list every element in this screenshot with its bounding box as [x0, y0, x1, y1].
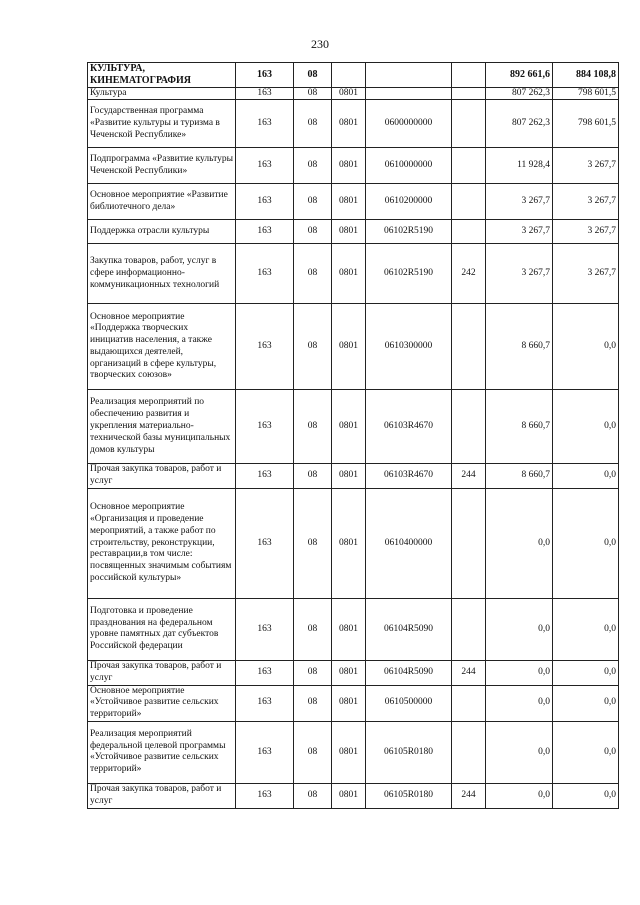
section-code-cell: 08 [294, 220, 332, 244]
ministry-code-cell: 163 [236, 390, 294, 464]
section-code-cell: 08 [294, 184, 332, 220]
amount-year1-cell: 3 267,7 [486, 244, 553, 304]
item-name-cell: КУЛЬТУРА, КИНЕМАТОГРАФИЯ [88, 63, 236, 88]
item-name-cell: Поддержка отрасли культуры [88, 220, 236, 244]
amount-year2-cell: 0,0 [553, 783, 619, 808]
budget-table-body [88, 63, 619, 809]
section-code-cell: 08 [294, 87, 332, 100]
amount-year1-cell: 0,0 [486, 598, 553, 660]
ministry-code-cell: 163 [236, 87, 294, 100]
section-code-cell: 08 [294, 783, 332, 808]
table-row [88, 220, 619, 244]
table-row [88, 100, 619, 148]
subsection-code-cell: 0801 [332, 148, 366, 184]
amount-year1-cell: 807 262,3 [486, 100, 553, 148]
amount-year1-cell: 8 660,7 [486, 464, 553, 489]
expense-type-cell [452, 685, 486, 721]
amount-year1-cell: 0,0 [486, 783, 553, 808]
table-row [88, 304, 619, 390]
amount-year2-cell: 3 267,7 [553, 244, 619, 304]
amount-year2-cell: 0,0 [553, 390, 619, 464]
subsection-code-cell: 0801 [332, 488, 366, 598]
expense-type-cell [452, 87, 486, 100]
expense-type-cell [452, 63, 486, 88]
amount-year2-cell: 0,0 [553, 488, 619, 598]
ministry-code-cell: 163 [236, 220, 294, 244]
ministry-code-cell: 163 [236, 464, 294, 489]
expense-type-cell [452, 220, 486, 244]
subsection-code-cell: 0801 [332, 598, 366, 660]
subsection-code-cell: 0801 [332, 244, 366, 304]
expense-type-cell: 244 [452, 783, 486, 808]
target-article-cell: 06103R4670 [366, 390, 452, 464]
section-code-cell: 08 [294, 464, 332, 489]
subsection-code-cell: 0801 [332, 660, 366, 685]
target-article-cell: 06105R0180 [366, 783, 452, 808]
amount-year2-cell: 0,0 [553, 598, 619, 660]
subsection-code-cell: 0801 [332, 685, 366, 721]
ministry-code-cell: 163 [236, 63, 294, 88]
ministry-code-cell: 163 [236, 660, 294, 685]
table-row [88, 598, 619, 660]
table-row [88, 488, 619, 598]
amount-year1-cell: 3 267,7 [486, 184, 553, 220]
expense-type-cell: 242 [452, 244, 486, 304]
subsection-code-cell: 0801 [332, 184, 366, 220]
subsection-code-cell: 0801 [332, 100, 366, 148]
ministry-code-cell: 163 [236, 685, 294, 721]
table-row [88, 660, 619, 685]
table-row [88, 87, 619, 100]
table-row [88, 63, 619, 88]
ministry-code-cell: 163 [236, 783, 294, 808]
table-row [88, 148, 619, 184]
amount-year2-cell: 798 601,5 [553, 87, 619, 100]
item-name-cell: Основное мероприятие «Устойчивое развитие сельских территорий» [88, 685, 236, 721]
subsection-code-cell: 0801 [332, 464, 366, 489]
section-code-cell: 08 [294, 685, 332, 721]
section-code-cell: 08 [294, 390, 332, 464]
subsection-code-cell: 0801 [332, 390, 366, 464]
expense-type-cell [452, 488, 486, 598]
table-row [88, 464, 619, 489]
item-name-cell: Подготовка и проведение празднования на федеральном уровне памятных дат субъектов Российской федерации [88, 598, 236, 660]
ministry-code-cell: 163 [236, 244, 294, 304]
ministry-code-cell: 163 [236, 100, 294, 148]
expense-type-cell [452, 148, 486, 184]
item-name-cell: Основное мероприятие «Организация и проведение мероприятий, а также работ по строительству, реконструкции, реставрации,в том числе: посвященных значимым событиям российской культуры» [88, 488, 236, 598]
target-article-cell: 0610300000 [366, 304, 452, 390]
expense-type-cell [452, 390, 486, 464]
ministry-code-cell: 163 [236, 184, 294, 220]
budget-table [87, 62, 619, 809]
item-name-cell: Прочая закупка товаров, работ и услуг [88, 783, 236, 808]
item-name-cell: Прочая закупка товаров, работ и услуг [88, 464, 236, 489]
target-article-cell: 06102R5190 [366, 244, 452, 304]
target-article-cell: 0610500000 [366, 685, 452, 721]
expense-type-cell [452, 598, 486, 660]
amount-year1-cell: 892 661,6 [486, 63, 553, 88]
section-code-cell: 08 [294, 488, 332, 598]
ministry-code-cell: 163 [236, 304, 294, 390]
target-article-cell [366, 87, 452, 100]
subsection-code-cell: 0801 [332, 220, 366, 244]
table-row [88, 390, 619, 464]
amount-year1-cell: 0,0 [486, 660, 553, 685]
expense-type-cell: 244 [452, 464, 486, 489]
target-article-cell: 06104R5090 [366, 598, 452, 660]
item-name-cell: Основное мероприятие «Развитие библиотечного дела» [88, 184, 236, 220]
expense-type-cell [452, 304, 486, 390]
subsection-code-cell: 0801 [332, 304, 366, 390]
amount-year2-cell: 0,0 [553, 685, 619, 721]
section-code-cell: 08 [294, 598, 332, 660]
table-row [88, 184, 619, 220]
amount-year2-cell: 3 267,7 [553, 148, 619, 184]
amount-year1-cell: 8 660,7 [486, 304, 553, 390]
expense-type-cell [452, 721, 486, 783]
item-name-cell: Закупка товаров, работ, услуг в сфере информационно-коммуникационных технологий [88, 244, 236, 304]
subsection-code-cell: 0801 [332, 87, 366, 100]
amount-year1-cell: 807 262,3 [486, 87, 553, 100]
amount-year1-cell: 3 267,7 [486, 220, 553, 244]
expense-type-cell [452, 184, 486, 220]
table-row [88, 685, 619, 721]
amount-year1-cell: 0,0 [486, 721, 553, 783]
amount-year2-cell: 0,0 [553, 660, 619, 685]
amount-year1-cell: 0,0 [486, 685, 553, 721]
expense-type-cell: 244 [452, 660, 486, 685]
amount-year2-cell: 0,0 [553, 304, 619, 390]
page-number: 230 [311, 37, 329, 51]
item-name-cell: Государственная программа «Развитие культуры и туризма в Чеченской Республике» [88, 100, 236, 148]
target-article-cell: 0610200000 [366, 184, 452, 220]
section-code-cell: 08 [294, 304, 332, 390]
amount-year1-cell: 8 660,7 [486, 390, 553, 464]
target-article-cell: 0610400000 [366, 488, 452, 598]
target-article-cell: 06103R4670 [366, 464, 452, 489]
item-name-cell: Подпрограмма «Развитие культуры Чеченской Республики» [88, 148, 236, 184]
subsection-code-cell: 0801 [332, 783, 366, 808]
section-code-cell: 08 [294, 63, 332, 88]
target-article-cell: 06102R5190 [366, 220, 452, 244]
target-article-cell: 0610000000 [366, 148, 452, 184]
amount-year1-cell: 11 928,4 [486, 148, 553, 184]
target-article-cell [366, 63, 452, 88]
amount-year2-cell: 884 108,8 [553, 63, 619, 88]
amount-year2-cell: 798 601,5 [553, 100, 619, 148]
target-article-cell: 06105R0180 [366, 721, 452, 783]
table-row [88, 721, 619, 783]
expense-type-cell [452, 100, 486, 148]
ministry-code-cell: 163 [236, 598, 294, 660]
amount-year2-cell: 0,0 [553, 721, 619, 783]
section-code-cell: 08 [294, 100, 332, 148]
table-row [88, 244, 619, 304]
section-code-cell: 08 [294, 148, 332, 184]
amount-year2-cell: 0,0 [553, 464, 619, 489]
item-name-cell: Реализация мероприятий по обеспечению развития и укрепления материально-технической базы муниципальных домов культуры [88, 390, 236, 464]
item-name-cell: Реализация мероприятий федеральной целевой программы «Устойчивое развитие сельских территорий» [88, 721, 236, 783]
target-article-cell: 0600000000 [366, 100, 452, 148]
target-article-cell: 06104R5090 [366, 660, 452, 685]
item-name-cell: Культура [88, 87, 236, 100]
section-code-cell: 08 [294, 721, 332, 783]
ministry-code-cell: 163 [236, 721, 294, 783]
item-name-cell: Прочая закупка товаров, работ и услуг [88, 660, 236, 685]
ministry-code-cell: 163 [236, 148, 294, 184]
section-code-cell: 08 [294, 660, 332, 685]
item-name-cell: Основное мероприятие «Поддержка творческих инициатив населения, а также выдающихся деятелей, организаций в сфере культуры, творческих союзов» [88, 304, 236, 390]
section-code-cell: 08 [294, 244, 332, 304]
subsection-code-cell [332, 63, 366, 88]
ministry-code-cell: 163 [236, 488, 294, 598]
amount-year2-cell: 3 267,7 [553, 220, 619, 244]
amount-year2-cell: 3 267,7 [553, 184, 619, 220]
subsection-code-cell: 0801 [332, 721, 366, 783]
table-row [88, 783, 619, 808]
amount-year1-cell: 0,0 [486, 488, 553, 598]
